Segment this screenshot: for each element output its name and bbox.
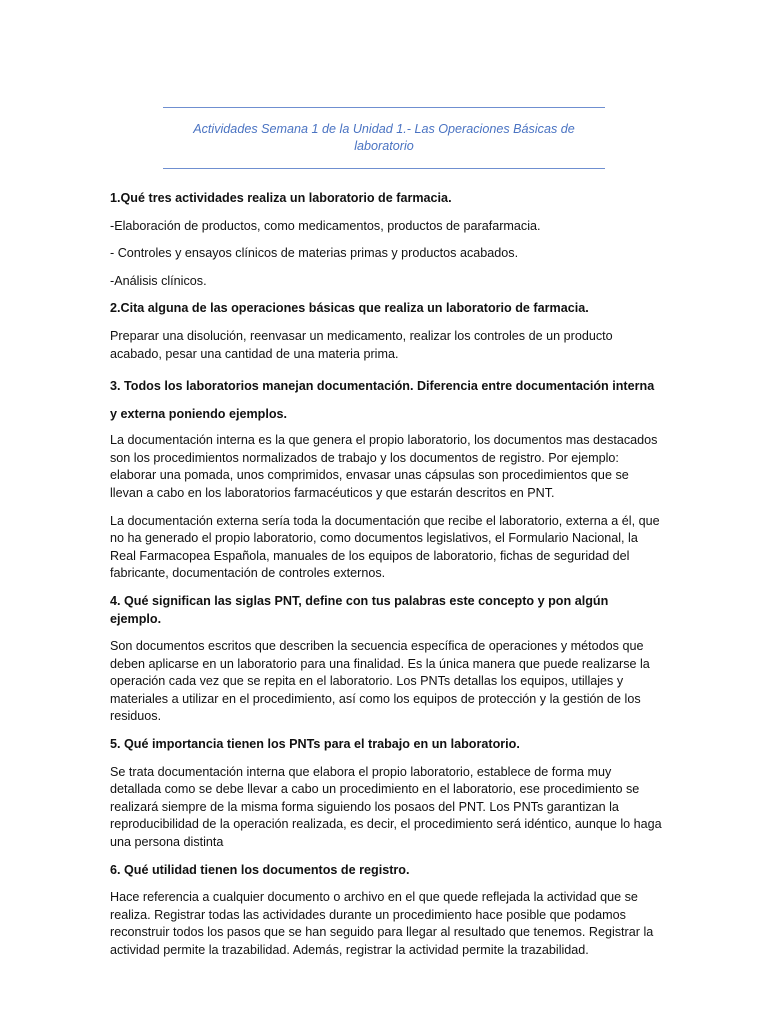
answer-1c: -Análisis clínicos. [110, 273, 207, 288]
document-body [110, 190, 662, 970]
document-header [163, 107, 605, 169]
question-1: 1.Qué tres actividades realiza un laboratorio de farmacia. [110, 191, 452, 205]
question-3: 3. Todos los laboratorios manejan documentación. Diferencia entre documentación interna y externa poniendo ejemplos. [110, 379, 655, 421]
header-title: Actividades Semana 1 de la Unidad 1.- Las Operaciones Básicas de laboratorio [193, 122, 575, 153]
answer-5: Se trata documentación interna que elabora el propio laboratorio, establece de forma muy detallada como se debe llevar a cabo un procedimiento en el laboratorio, ese procedimiento se realizará siempre de la misma forma siguiendo los posaos del PNT. Los PNTs garantizan la reproducibilidad de la operación realizada, es decir, el procedimiento será idéntico, aunque lo haga una persona distinta [110, 764, 662, 850]
answer-1a: -Elaboración de productos, como medicamentos, productos de parafarmacia. [110, 218, 541, 233]
answer-3b: La documentación externa sería toda la documentación que recibe el laboratorio, externa a él, que no ha generado el propio laboratorio, como documentos legislativos, el Formulario Nacional, la Real Farmacopea Española, manuales de los equipos de laboratorio, fichas de seguridad del fabricante, documentación de controles externos. [110, 513, 660, 581]
question-4: 4. Qué significan las siglas PNT, define con tus palabras este concepto y pon algún ejemplo. [110, 593, 609, 626]
answer-4: Son documentos escritos que describen la secuencia específica de operaciones y métodos que deben aplicarse en un laboratorio para una finalidad. Es la única manera que puede realizarse la operación cada vez que se repita en el laboratorio. Los PNTs detallas los equipos, utillajes y materiales a utilizar en el procedimiento, así como los equipos de protección y la gestión de los residuos. [110, 639, 650, 724]
question-5: 5. Qué importancia tienen los PNTs para el trabajo en un laboratorio. [110, 737, 520, 752]
question-6: 6. Qué utilidad tienen los documentos de registro. [110, 862, 410, 877]
answer-2: Preparar una disolución, reenvasar un medicamento, realizar los controles de un producto acabado, pesar una cantidad de una materia prima. [110, 328, 613, 361]
answer-6: Hace referencia a cualquier documento o archivo en el que quede reflejada la actividad que se realiza. Registrar todas las actividades durante un procedimiento hace posible que podamos reconstruir todos los pasos que se han seguido para llegar al resultado que tenemos. Registrar la actividad permite la trazabilidad. Además, registrar la actividad permite la trazabilidad. [110, 890, 654, 957]
question-2: 2.Cita alguna de las operaciones básicas que realiza un laboratorio de farmacia. [110, 301, 589, 316]
answer-1b: - Controles y ensayos clínicos de materias primas y productos acabados. [110, 246, 519, 261]
answer-3a: La documentación interna es la que genera el propio laboratorio, los documentos mas destacados son los procedimientos normalizados de trabajo y los documentos de registro. Por ejemplo: elaborar una pomada, unos comprimidos, envasar unas cápsulas son procedimientos que se llevan a cabo en los laboratorios farmacéuticos y que estarán descritos en PNT. [110, 433, 658, 500]
